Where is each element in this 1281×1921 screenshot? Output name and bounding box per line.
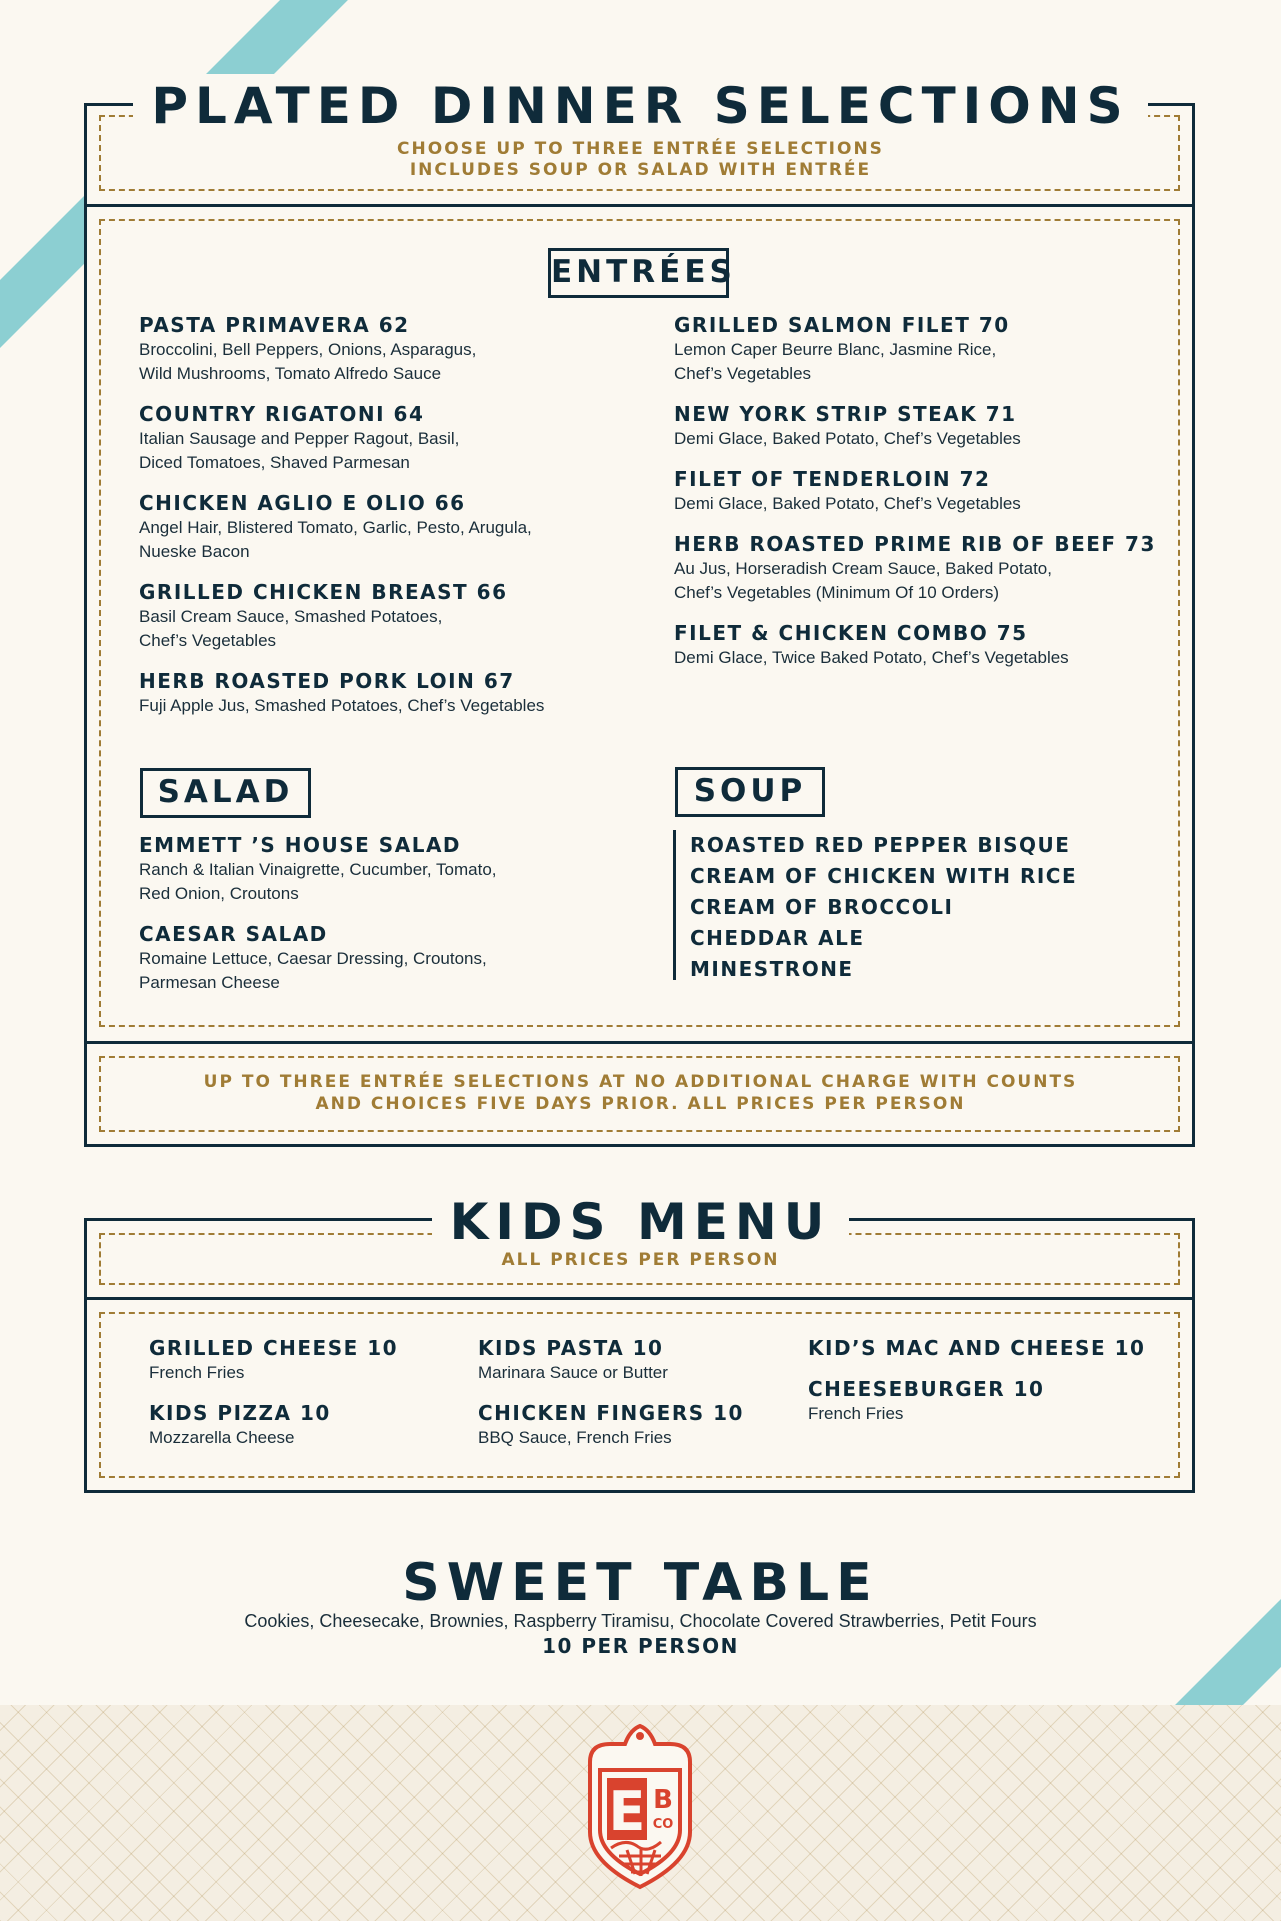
sweet-price: 10 PER PERSON (542, 1634, 739, 1658)
entree-name: FILET & CHICKEN COMBO 75 (674, 621, 1028, 645)
soup-item: CREAM OF BROCCOLI (690, 895, 954, 919)
kids-item (478, 1400, 798, 1450)
entree-item (139, 668, 659, 718)
entree-desc: Demi Glace, Baked Potato, Chef’s Vegetables (674, 429, 1021, 448)
salad-name: CAESAR SALAD (139, 922, 328, 946)
logo-letter-co: CO (652, 1817, 674, 1832)
entree-desc: Nueske Bacon (139, 542, 250, 561)
note-line-1: UP TO THREE ENTRÉE SELECTIONS AT NO ADDITIONAL CHARGE WITH COUNTS (203, 1072, 1078, 1092)
soup-list (673, 830, 1077, 980)
entree-item (674, 531, 1174, 605)
kids-item (808, 1376, 1168, 1426)
entree-desc: Chef’s Vegetables (674, 364, 812, 383)
entree-name: HERB ROASTED PRIME RIB OF BEEF 73 (674, 532, 1156, 556)
salad-item (139, 921, 659, 995)
sweet-desc: Cookies, Cheesecake, Brownies, Raspberry Tiramisu, Chocolate Covered Strawberries, Petit Fours (244, 1611, 1037, 1631)
soup-item: MINESTRONE (690, 957, 854, 981)
kids-item-desc: Marinara Sauce or Butter (478, 1363, 668, 1382)
entree-item (139, 579, 659, 653)
kids-item-desc: BBQ Sauce, French Fries (478, 1428, 672, 1447)
entree-name: HERB ROASTED PORK LOIN 67 (139, 669, 515, 693)
entree-desc: Demi Glace, Twice Baked Potato, Chef’s Vegetables (674, 648, 1069, 667)
entree-name: NEW YORK STRIP STEAK 71 (674, 402, 1017, 426)
kids-item-name: GRILLED CHEESE 10 (149, 1336, 399, 1360)
entree-name: FILET OF TENDERLOIN 72 (674, 467, 991, 491)
kids-item-name: CHEESEBURGER 10 (808, 1377, 1045, 1401)
entrees-left-column (139, 312, 659, 733)
soup-item: CREAM OF CHICKEN WITH RICE (690, 864, 1078, 888)
soup-label: SOUP (675, 767, 825, 817)
entree-item (674, 466, 1174, 516)
crest-icon (575, 1722, 705, 1892)
soup-item: ROASTED RED PEPPER BISQUE (690, 833, 1071, 857)
plated-subtitle-1: CHOOSE UP TO THREE ENTRÉE SELECTIONS (397, 139, 884, 159)
kids-subtitle: ALL PRICES PER PERSON (501, 1250, 780, 1270)
entrees-label: ENTRÉES (548, 248, 729, 298)
salad-column (139, 832, 659, 1010)
entree-desc: Basil Cream Sauce, Smashed Potatoes, (139, 607, 443, 626)
entree-item (674, 620, 1174, 670)
salad-desc: Romaine Lettuce, Caesar Dressing, Croutons, (139, 949, 487, 968)
entree-desc: Fuji Apple Jus, Smashed Potatoes, Chef’s Vegetables (139, 696, 545, 715)
kids-column-3 (808, 1335, 1168, 1441)
kids-item-name: KIDS PIZZA 10 (149, 1401, 331, 1425)
kids-column-1 (149, 1335, 469, 1465)
kids-item (149, 1335, 469, 1385)
entree-desc: Angel Hair, Blistered Tomato, Garlic, Pesto, Arugula, (139, 518, 532, 537)
soup-item: CHEDDAR ALE (690, 926, 865, 950)
entree-item (139, 312, 659, 386)
kids-item (149, 1400, 469, 1450)
entree-desc: Chef’s Vegetables (139, 631, 277, 650)
kids-column-2 (478, 1335, 798, 1465)
kids-item (478, 1335, 798, 1385)
entree-desc: Chef’s Vegetables (Minimum Of 10 Orders) (674, 583, 1000, 602)
kids-item (808, 1335, 1168, 1361)
entree-item (674, 312, 1174, 386)
salad-desc: Parmesan Cheese (139, 973, 280, 992)
entrees-right-column (674, 312, 1174, 685)
entree-name: GRILLED CHICKEN BREAST 66 (139, 580, 508, 604)
entree-item (139, 401, 659, 475)
entree-name: PASTA PRIMAVERA 62 (139, 313, 410, 337)
kids-item-desc: Mozzarella Cheese (149, 1428, 295, 1447)
logo-letter-main: E (608, 1780, 646, 1843)
entree-item (674, 401, 1174, 451)
logo-letter-b: B (653, 1785, 673, 1815)
entree-name: COUNTRY RIGATONI 64 (139, 402, 425, 426)
entree-desc: Italian Sausage and Pepper Ragout, Basil, (139, 429, 460, 448)
kids-item-name: KIDS PASTA 10 (478, 1336, 664, 1360)
entree-desc: Diced Tomatoes, Shaved Parmesan (139, 453, 410, 472)
entree-desc: Demi Glace, Baked Potato, Chef’s Vegetables (674, 494, 1021, 513)
entree-item (139, 490, 659, 564)
salad-label: SALAD (140, 768, 311, 818)
note-line-2: AND CHOICES FIVE DAYS PRIOR. ALL PRICES PER PERSON (315, 1094, 966, 1114)
entree-name: CHICKEN AGLIO E OLIO 66 (139, 491, 466, 515)
salad-item (139, 832, 659, 906)
kids-item-name: KID’S MAC AND CHEESE 10 (808, 1336, 1146, 1360)
entree-name: GRILLED SALMON FILET 70 (674, 313, 1010, 337)
plated-title: PLATED DINNER SELECTIONS (133, 74, 1147, 138)
salad-desc: Red Onion, Croutons (139, 884, 299, 903)
salad-desc: Ranch & Italian Vinaigrette, Cucumber, Tomato, (139, 860, 497, 879)
entree-desc: Broccolini, Bell Peppers, Onions, Asparagus, (139, 340, 477, 359)
kids-item-desc: French Fries (149, 1363, 245, 1382)
entree-desc: Lemon Caper Beurre Blanc, Jasmine Rice, (674, 340, 997, 359)
kids-item-name: CHICKEN FINGERS 10 (478, 1401, 744, 1425)
kids-title: KIDS MENU (432, 1190, 850, 1254)
plated-subtitle-2: INCLUDES SOUP OR SALAD WITH ENTRÉE (409, 160, 872, 180)
entree-desc: Au Jus, Horseradish Cream Sauce, Baked Potato, (674, 559, 1052, 578)
kids-item-desc: French Fries (808, 1404, 904, 1423)
salad-name: EMMETT ’S HOUSE SALAD (139, 833, 462, 857)
sweet-title: SWEET TABLE (402, 1553, 879, 1613)
entree-desc: Wild Mushrooms, Tomato Alfredo Sauce (139, 364, 442, 383)
brand-logo (575, 1722, 705, 1892)
